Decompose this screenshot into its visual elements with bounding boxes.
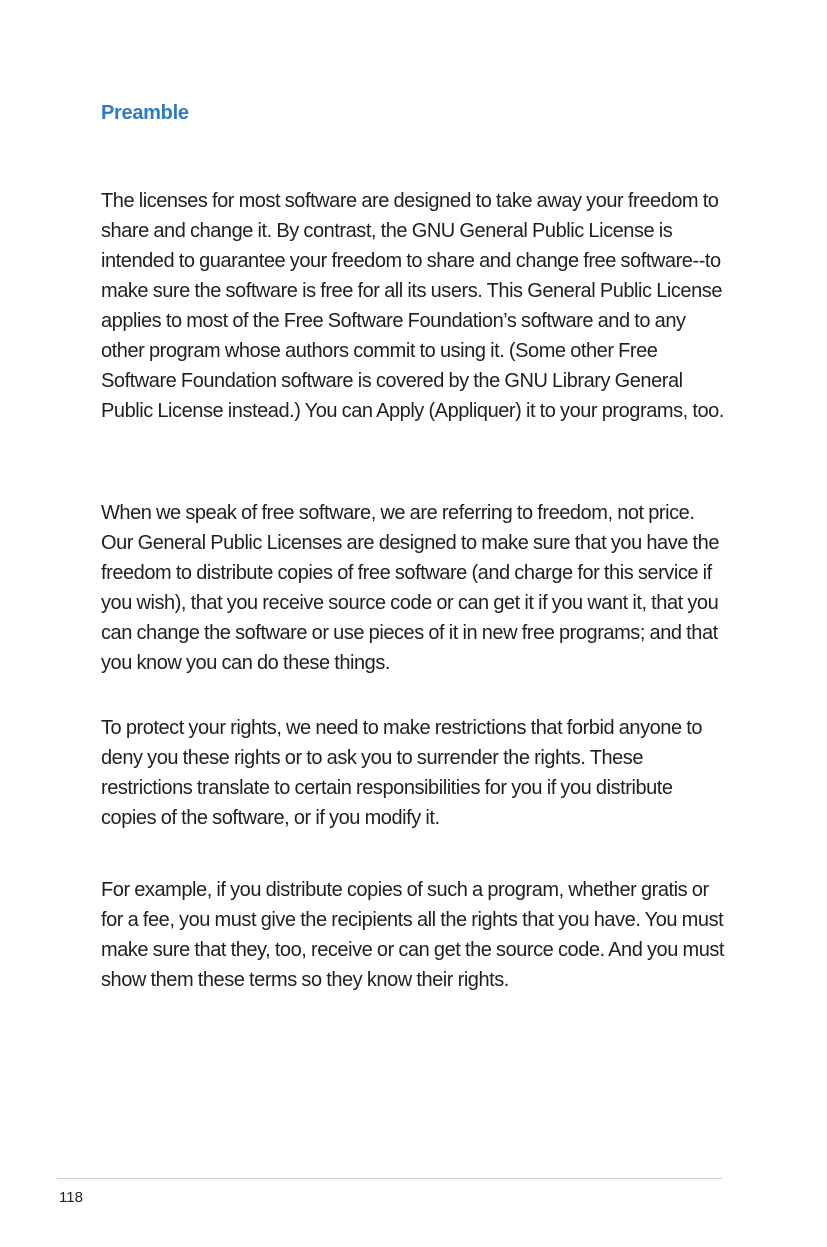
paragraph-licenses: The licenses for most software are designed to take away your freedom to share and change it. By contrast, the GNU General Public License is intended to guarantee your freedom to share and change free software--to make sure the software is free for all its users. This General Public License applies to most of the Free Software Foundation’s software and to any other program whose authors commit to using it. (Some other Free Software Foundation software is covered by the GNU Library General Public License instead.) You can Apply (Appliquer) it to your programs, too.	[101, 190, 724, 422]
paragraph-protect-rights: To protect your rights, we need to make restrictions that forbid anyone to deny you these rights or to ask you to surrender the rights. These restrictions translate to certain responsibilities for you if you distribute copies of the software, or if you modify it.	[101, 717, 703, 829]
paragraph-free-software: When we speak of free software, we are referring to freedom, not price. Our General Public Licenses are designed to make sure that you have the freedom to distribute copies of free software (and charge for this service if you wish), that you receive source code or can get it if you want it, that you can change the software or use pieces of it in new free programs; and that you know you can do these things.	[101, 502, 719, 674]
paragraph-example: For example, if you distribute copies of such a program, whether gratis or for a fee, you must give the recipients all the rights that you have. You must make sure that they, too, receive or can get the source code. And you must show them these terms so they know their rights.	[101, 879, 725, 991]
page-number: 118	[59, 1189, 83, 1206]
footer-divider	[57, 1178, 722, 1179]
section-heading: Preamble	[101, 102, 189, 124]
